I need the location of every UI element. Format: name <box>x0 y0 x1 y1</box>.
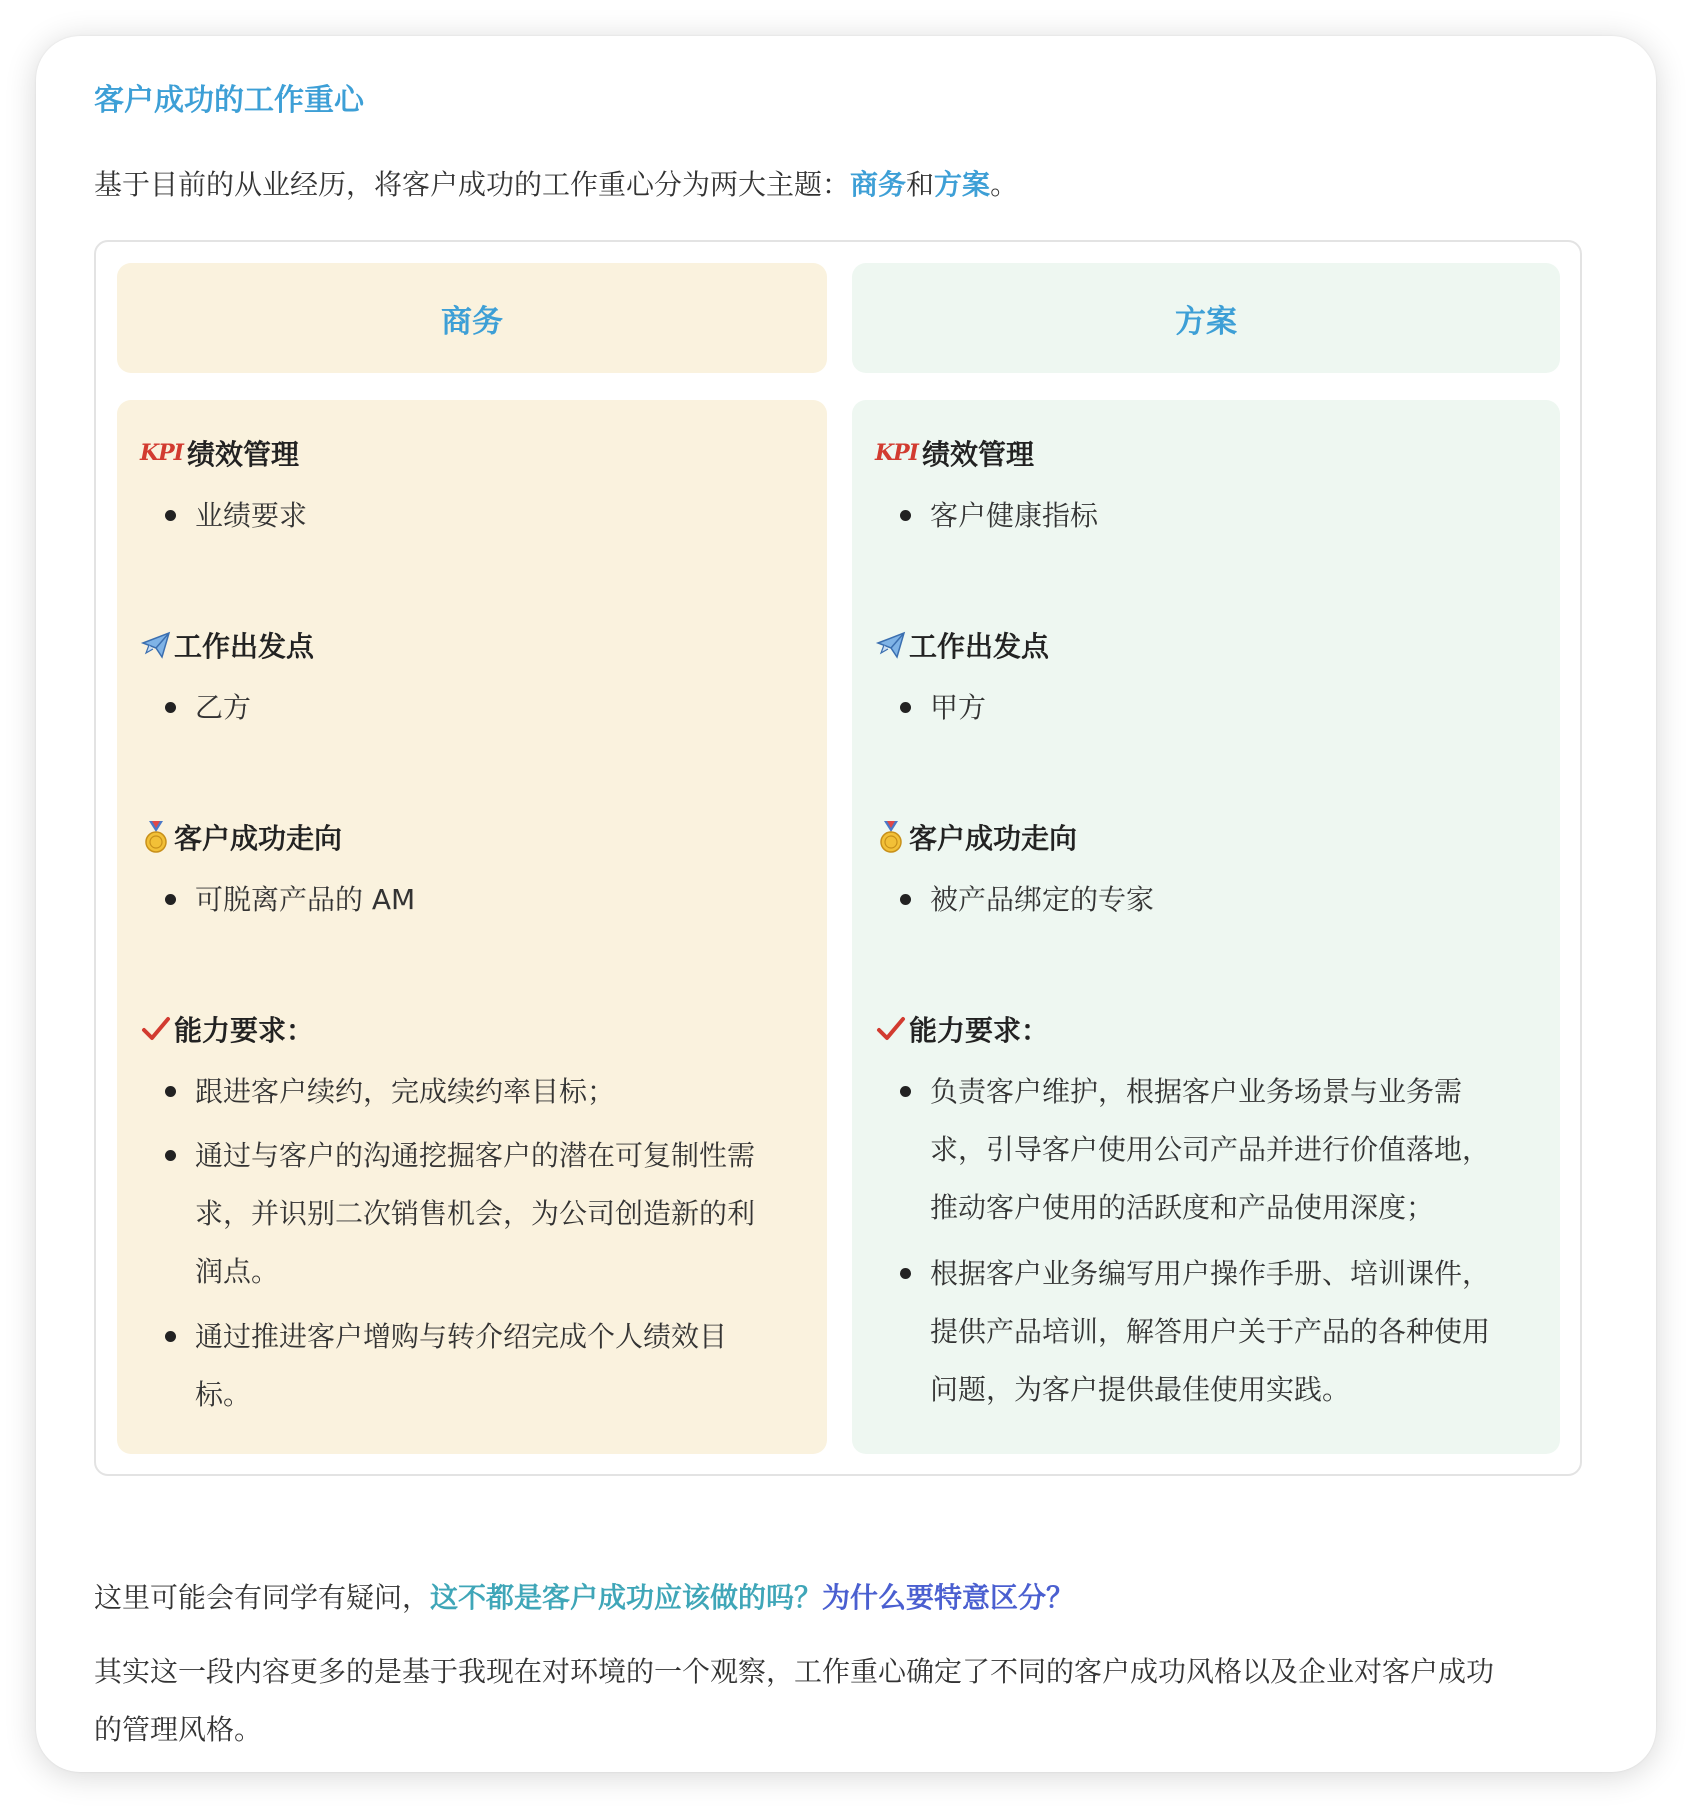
intro-paragraph <box>94 160 1018 210</box>
list-item <box>930 487 1098 545</box>
direction-title-text: 客户成功走向 <box>174 822 343 855</box>
direction-section-title <box>140 812 342 862</box>
list-item-continued: 润点。 <box>195 1255 280 1288</box>
list-item <box>930 1245 1490 1303</box>
list-item-text: 通过推进客户增购与转介绍完成个人绩效目 <box>195 1320 728 1353</box>
column-header-business: 商务 <box>117 263 827 373</box>
medal-icon <box>140 820 172 854</box>
intro-topic-business: 商务 <box>850 168 907 201</box>
ability-section-title <box>875 1004 1049 1054</box>
column-header-solution: 方案 <box>852 263 1560 373</box>
list-item <box>195 1127 755 1185</box>
list-item <box>195 487 307 545</box>
start-section-title <box>875 620 1049 670</box>
question-highlight-2: 为什么要特意区分？ <box>822 1581 1075 1614</box>
kpi-title-text: 绩效管理 <box>921 438 1034 471</box>
list-item-continued: 提供产品培训，解答用户关于产品的各种使用 <box>930 1315 1491 1348</box>
intro-suffix: 。 <box>990 168 1019 201</box>
start-title-text: 工作出发点 <box>174 630 315 663</box>
direction-title-text: 客户成功走向 <box>909 822 1078 855</box>
kpi-section-title <box>875 428 1034 478</box>
list-item-continued: 问题，为客户提供最佳使用实践。 <box>930 1373 1351 1406</box>
list-item-text: 负责客户维护，根据客户业务场景与业务需 <box>930 1075 1463 1108</box>
list-item-continued: 求，并识别二次销售机会，为公司创造新的利 <box>195 1197 756 1230</box>
start-section-title <box>140 620 314 670</box>
airplane-icon <box>140 628 172 662</box>
start-title-text: 工作出发点 <box>909 630 1050 663</box>
ability-title-text: 能力要求： <box>909 1014 1050 1047</box>
direction-section-title <box>875 812 1077 862</box>
kpi-section-title <box>140 428 299 478</box>
list-item <box>930 1063 1462 1121</box>
list-item <box>930 679 986 737</box>
intro-joiner: 和 <box>906 168 935 201</box>
intro-topic-solution: 方案 <box>934 168 991 201</box>
list-item-text: 跟进客户续约，完成续约率目标； <box>195 1075 616 1108</box>
list-item-text: 业绩要求 <box>195 499 308 532</box>
list-item <box>930 871 1154 929</box>
explanation-line-1: 其实这一段内容更多的是基于我现在对环境的一个观察，工作重心确定了不同的客户成功风格以及企业对客户成功 <box>94 1655 1495 1688</box>
question-prefix: 这里可能会有同学有疑问， <box>94 1581 431 1614</box>
medal-icon <box>875 820 907 854</box>
checkmark-icon <box>875 1012 907 1046</box>
list-item-text: 被产品绑定的专家 <box>930 883 1155 916</box>
list-item-continued: 标。 <box>195 1378 252 1411</box>
list-item-text: 根据客户业务编写用户操作手册、培训课件， <box>930 1257 1491 1290</box>
kpi-icon: KPI <box>875 440 918 466</box>
question-highlight-1: 这不都是客户成功应该做的吗？ <box>430 1581 823 1614</box>
list-item <box>195 1308 727 1366</box>
list-item <box>195 871 415 929</box>
explanation-line-2: 的管理风格。 <box>94 1713 263 1746</box>
list-item-text: 甲方 <box>930 691 987 724</box>
list-item-continued: 推动客户使用的活跃度和产品使用深度； <box>930 1191 1435 1224</box>
question-paragraph <box>94 1569 1074 1627</box>
intro-prefix: 基于目前的从业经历，将客户成功的工作重心分为两大主题： <box>94 168 851 201</box>
list-item <box>195 679 251 737</box>
section-title: 客户成功的工作重心 <box>94 83 364 118</box>
checkmark-icon <box>140 1012 172 1046</box>
kpi-title-text: 绩效管理 <box>186 438 299 471</box>
ability-section-title <box>140 1004 314 1054</box>
ability-title-text: 能力要求： <box>174 1014 315 1047</box>
list-item-continued: 求，引导客户使用公司产品并进行价值落地， <box>930 1133 1491 1166</box>
kpi-icon: KPI <box>140 440 183 466</box>
list-item-text: 可脱离产品的 AM <box>195 883 416 916</box>
list-item-text: 乙方 <box>195 691 252 724</box>
list-item-text: 客户健康指标 <box>930 499 1099 532</box>
list-item <box>195 1063 615 1121</box>
airplane-icon <box>875 628 907 662</box>
list-item-text: 通过与客户的沟通挖掘客户的潜在可复制性需 <box>195 1139 756 1172</box>
